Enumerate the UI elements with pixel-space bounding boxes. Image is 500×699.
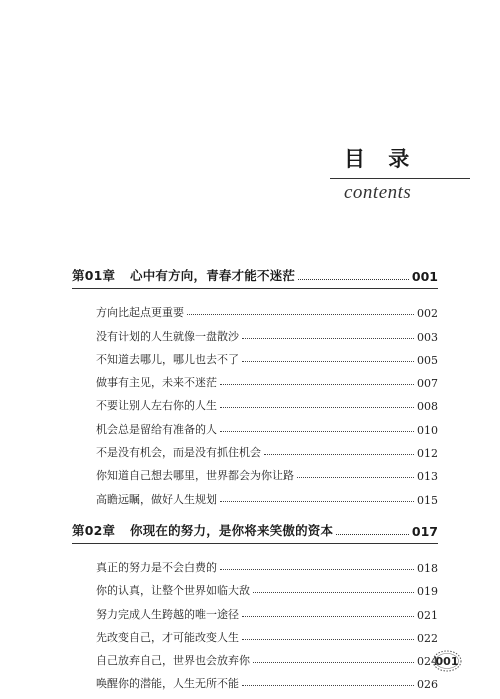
chapter-heading-02[interactable]: [72, 517, 438, 539]
toc-entry[interactable]: [96, 413, 438, 436]
dot-leader: [242, 639, 414, 640]
entry-title: 唤醒你的潜能，人生无所不能: [96, 677, 239, 691]
toc-header: [330, 146, 470, 203]
entry-page: 013: [417, 470, 438, 484]
entry-page: 008: [417, 400, 438, 414]
entry-page: 005: [417, 353, 438, 367]
toc-entry[interactable]: [96, 460, 438, 483]
entry-page: 015: [417, 493, 438, 507]
chapter-title: 心中有方向，青春才能不迷茫: [130, 268, 296, 283]
dot-leader: [242, 685, 414, 686]
toc-entry[interactable]: [96, 320, 438, 343]
page-number: 001: [435, 654, 459, 668]
chapter-page: 001: [411, 269, 438, 284]
chapter-page: 017: [411, 523, 438, 539]
dot-leader: [253, 592, 414, 593]
toc-entry[interactable]: [96, 483, 438, 506]
entry-page: 024: [417, 655, 438, 669]
dot-leader: [298, 279, 409, 280]
entry-page: 007: [417, 377, 438, 391]
entry-title: 你的认真，让整个世界如临大敌: [96, 584, 250, 598]
entry-title: 不是没有机会，而是没有抓住机会: [96, 446, 261, 460]
toc-entry[interactable]: [96, 437, 438, 460]
toc-entry[interactable]: [96, 645, 438, 668]
toc-title: 目 录: [344, 147, 418, 171]
toc-entry[interactable]: [96, 367, 438, 390]
entry-title: 努力完成人生跨越的唯一途径: [96, 607, 239, 621]
dot-leader: [264, 454, 414, 455]
chapter-number: 第02章: [72, 522, 116, 538]
entry-page: 021: [417, 608, 438, 622]
chapter-heading-01[interactable]: [72, 262, 438, 284]
dot-leader: [220, 569, 414, 570]
page-number-badge: [432, 650, 462, 672]
entry-title: 自己放弃自己，世界也会放弃你: [96, 654, 250, 668]
entry-title: 你知道自己想去哪里，世界都会为你让路: [96, 469, 294, 483]
dot-leader: [336, 534, 409, 535]
dot-leader: [253, 662, 414, 663]
toc-entry[interactable]: [96, 390, 438, 413]
toc-subtitle: contents: [344, 182, 412, 203]
toc-entry[interactable]: [96, 598, 438, 621]
entry-title: 高瞻远瞩，做好人生规划: [96, 492, 217, 506]
chapter-title: 你现在的努力，是你将来笑傲的资本: [130, 522, 334, 538]
dot-leader: [242, 616, 414, 617]
chapter-entries-02: [72, 544, 438, 692]
entry-title: 不知道去哪儿，哪儿也去不了: [96, 352, 239, 366]
toc-entry[interactable]: [96, 552, 438, 575]
entry-title: 机会总是留给有准备的人: [96, 422, 217, 436]
chapter-entries-01: [72, 289, 438, 507]
entry-title: 没有计划的人生就像一盘散沙: [96, 329, 239, 343]
toc-entry[interactable]: [96, 668, 438, 691]
entry-title: 不要让别人左右你的人生: [96, 399, 217, 413]
entry-page: 003: [417, 330, 438, 344]
dot-leader: [187, 314, 414, 315]
dot-leader: [242, 361, 414, 362]
entry-title: 先改变自己，才可能改变人生: [96, 630, 239, 644]
header-divider: [330, 178, 470, 179]
entry-page: 018: [417, 561, 438, 575]
toc-entry[interactable]: [96, 622, 438, 645]
table-of-contents: [72, 262, 438, 691]
dot-leader: [220, 431, 414, 432]
entry-title: 方向比起点更重要: [96, 306, 184, 320]
entry-page: 022: [417, 631, 438, 645]
entry-page: 012: [417, 447, 438, 461]
dot-leader: [220, 384, 414, 385]
dot-leader: [297, 477, 414, 478]
toc-entry[interactable]: [96, 297, 438, 320]
dot-leader: [220, 501, 414, 502]
entry-page: 010: [417, 423, 438, 437]
entry-page: 019: [417, 585, 438, 599]
chapter-number: 第01章: [72, 268, 116, 283]
toc-entry[interactable]: [96, 344, 438, 367]
dot-leader: [242, 338, 414, 339]
entry-title: 真正的努力是不会白费的: [96, 560, 217, 574]
entry-page: 002: [417, 307, 438, 321]
entry-title: 做事有主见，未来不迷茫: [96, 376, 217, 390]
entry-page: 026: [417, 678, 438, 692]
toc-entry[interactable]: [96, 575, 438, 598]
dot-leader: [220, 407, 414, 408]
